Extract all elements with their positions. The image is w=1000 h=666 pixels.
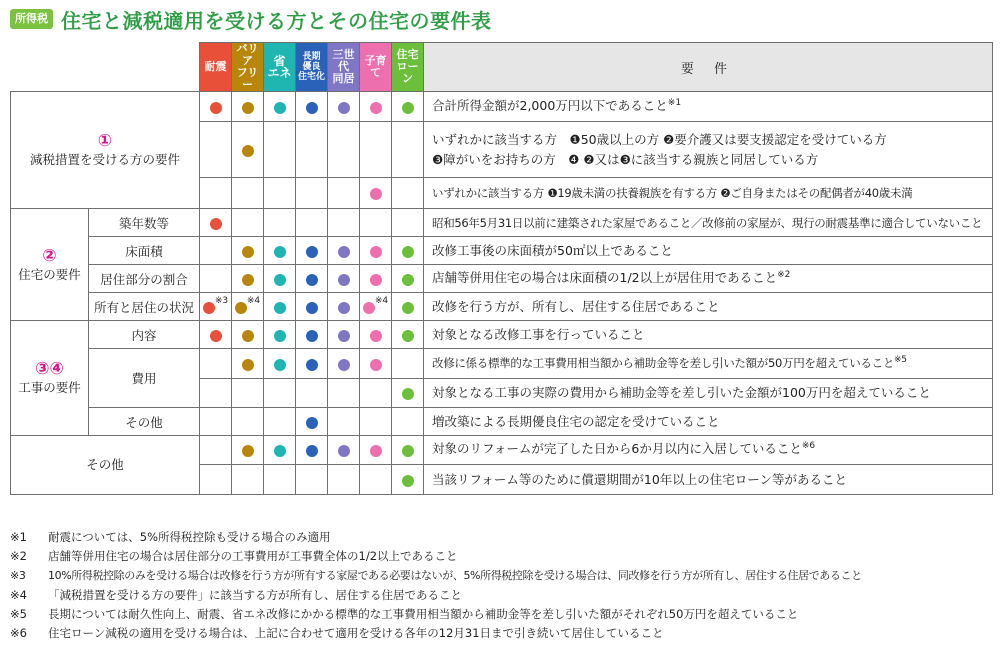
dot-loan	[402, 274, 414, 286]
requirement-text: 当該リフォーム等のために償還期間が10年以上の住宅ローン等があること	[424, 465, 993, 495]
dot-barrierfree	[242, 445, 254, 457]
sub-label-naiyo: 内容	[89, 321, 200, 349]
col-header-loan: 住宅 ローン	[392, 43, 424, 92]
dot-loan	[402, 475, 414, 487]
dot-kosodate	[370, 274, 382, 286]
dot-choki	[306, 274, 318, 286]
section-1-label: ① 減税措置を受ける方の要件	[11, 92, 200, 209]
sub-label-yukamenseki: 床面積	[89, 237, 200, 265]
requirement-text: 増改築による長期優良住宅の認定を受けていること	[424, 408, 993, 436]
dot-shoene	[274, 102, 286, 114]
sub-label-kyojuwariai: 居住部分の割合	[89, 265, 200, 293]
dot-kosodate	[370, 330, 382, 342]
dot-taishin	[210, 330, 222, 342]
dot-loan	[402, 246, 414, 258]
section-2-label: ② 住宅の要件	[11, 209, 89, 321]
page-title: 住宅と減税適用を受ける方とその住宅の要件表	[61, 8, 492, 33]
dot-barrierfree	[242, 246, 254, 258]
dot-kosodate	[370, 445, 382, 457]
dot-choki	[306, 246, 318, 258]
note-mark: ※4	[246, 296, 261, 306]
dot-barrierfree	[242, 330, 254, 342]
dot-barrierfree	[235, 302, 247, 314]
table-row	[11, 436, 993, 465]
dot-sansedai	[338, 102, 350, 114]
dot-sansedai	[338, 330, 350, 342]
footnotes	[10, 528, 995, 643]
dot-shoene	[274, 274, 286, 286]
requirement-text: 改修を行う方が、所有し、居住する住居であること	[424, 293, 993, 321]
footnote: ※3 10%所得税控除のみを受ける場合は改修を行う方が所有する家屋である必要はないが、5%所得税控除を受ける場合は、同改修を行う方が所有し、居住する住居であること	[10, 569, 862, 583]
dot-kosodate	[363, 302, 375, 314]
sub-label-hiyo: 費用	[89, 349, 200, 408]
sub-label-sonota: その他	[89, 408, 200, 436]
col-header-sansedai: 三世代 同居	[328, 43, 360, 92]
table-row	[11, 209, 993, 237]
dot-taishin	[203, 302, 215, 314]
section-3-label: ③④ 工事の要件	[11, 321, 89, 436]
dot-kosodate	[370, 102, 382, 114]
footnote: ※1 耐震については、5%所得税控除も受ける場合のみ適用	[10, 530, 331, 544]
dot-loan	[402, 102, 414, 114]
dot-choki	[306, 302, 318, 314]
col-header-shoene: 省 エネ	[264, 43, 296, 92]
requirement-text: 対象のリフォームが完了した日から6か月以内に入居していること$^{※6}$	[424, 436, 993, 465]
footnote: ※6 住宅ローン減税の適用を受ける場合は、上記に合わせて適用を受ける各年の12月31日まで引き続いて居住していること	[10, 626, 664, 641]
dot-loan	[402, 330, 414, 342]
requirement-text: 対象となる工事の実際の費用から補助金等を差し引いた金額が100万円を超えていること	[424, 379, 993, 408]
tax-category-badge: 所得税	[10, 9, 53, 29]
requirement-text: 昭和56年5月31日以前に建築された家屋であること／改修前の家屋が、現行の耐震基準に適合していないこと	[424, 209, 993, 237]
dot-barrierfree	[242, 359, 254, 371]
col-header-requirement: 要 件	[424, 43, 993, 92]
requirement-text: いずれかに該当する方 ❶50歳以上の方 ❷要介護又は要支援認定を受けている方 ❸障がいをお持ちの方 ❹ ❷又は❸に該当する親族と同居している方	[424, 122, 993, 178]
table-row	[11, 237, 993, 265]
dot-choki	[306, 330, 318, 342]
col-header-choki: 長期 優良 住宅化	[296, 43, 328, 92]
dot-kosodate	[370, 188, 382, 200]
dot-choki	[306, 445, 318, 457]
requirement-text: 改修工事後の床面積が50㎡以上であること	[424, 237, 993, 265]
table-row	[11, 293, 993, 321]
footnote: ※4 「減税措置を受ける方の要件」に該当する方が所有し、居住する住居であること	[10, 587, 462, 602]
dot-sansedai	[338, 445, 350, 457]
dot-shoene	[274, 302, 286, 314]
dot-shoene	[274, 246, 286, 258]
dot-sansedai	[338, 302, 350, 314]
footnote: ※5 長期については耐久性向上、耐震、省エネ改修にかかる標準的な工事費用相当額から補助金等を差し引いた額がそれぞれ50万円を超えていること	[10, 606, 799, 621]
dot-loan	[402, 302, 414, 314]
requirement-text: 合計所得金額が2,000万円以下であること$^{※1}$	[424, 92, 993, 122]
dot-choki	[306, 417, 318, 429]
dot-barrierfree	[242, 102, 254, 114]
requirements-table	[10, 42, 993, 495]
requirement-text: 対象となる改修工事を行っていること	[424, 321, 993, 349]
note-mark: ※3	[214, 296, 229, 306]
dot-kosodate	[370, 359, 382, 371]
sub-label-shoyu: 所有と居住の状況	[89, 293, 200, 321]
title-bar	[10, 6, 492, 32]
note-mark: ※4	[374, 296, 389, 306]
requirement-text: 改修に係る標準的な工事費用相当額から補助金等を差し引いた額が50万円を超えていること$^{※5}$	[424, 349, 993, 379]
sub-label-chikunen: 築年数等	[89, 209, 200, 237]
col-header-taishin: 耐震	[200, 43, 232, 92]
footnote: ※2 店舗等併用住宅の場合は居住部分の工事費用が工事費全体の1/2以上であること	[10, 549, 458, 564]
dot-kosodate	[370, 246, 382, 258]
dot-sansedai	[338, 246, 350, 258]
table-row	[11, 408, 993, 436]
dot-loan	[402, 388, 414, 400]
dot-loan	[402, 445, 414, 457]
table-row	[11, 321, 993, 349]
dot-shoene	[274, 359, 286, 371]
table-row	[11, 92, 993, 122]
dot-taishin	[210, 102, 222, 114]
requirement-text: いずれかに該当する方 ❶19歳未満の扶養親族を有する方 ❷ご自身またはその配偶者が40歳未満	[424, 178, 993, 209]
dot-sansedai	[338, 359, 350, 371]
table-row	[11, 349, 993, 379]
dot-barrierfree	[242, 274, 254, 286]
dot-barrierfree	[242, 145, 254, 157]
requirement-text: 店舗等併用住宅の場合は床面積の1/2以上が居住用であること$^{※2}$	[424, 265, 993, 293]
header-row	[11, 43, 993, 92]
col-header-barrierfree: バリア フリー	[232, 43, 264, 92]
dot-choki	[306, 102, 318, 114]
table-row	[11, 265, 993, 293]
dot-sansedai	[338, 274, 350, 286]
section-4-label: その他	[11, 436, 200, 495]
blank-corner	[11, 43, 200, 92]
dot-choki	[306, 359, 318, 371]
dot-shoene	[274, 330, 286, 342]
dot-shoene	[274, 445, 286, 457]
col-header-kosodate: 子育 て	[360, 43, 392, 92]
dot-taishin	[210, 218, 222, 230]
